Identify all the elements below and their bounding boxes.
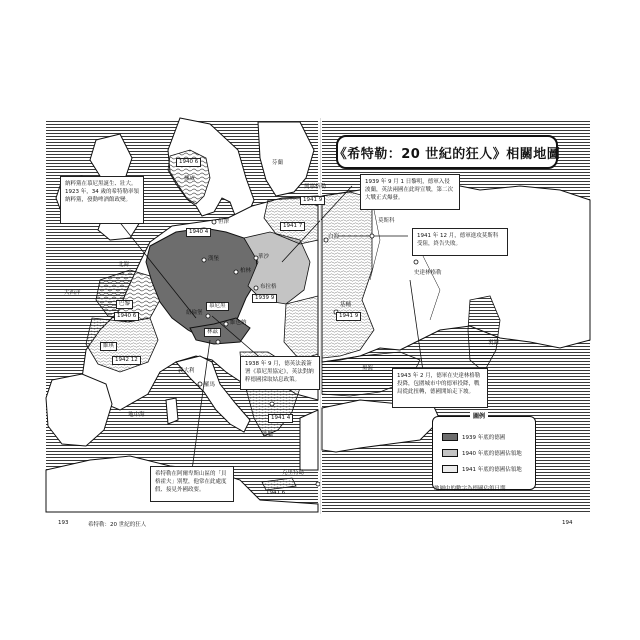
note-poland-invasion: 1939 年 9 月 1 日黎明，德軍入侵波蘭，英法兩國在此時宣戰，第二次大戰正式爆發。: [360, 174, 460, 210]
legend-title: 圖例: [470, 411, 488, 420]
label-mediterranean: 地中海: [128, 412, 145, 418]
left-page-number: 193: [58, 520, 69, 526]
note-stalingrad: 1943 年 2 月，德軍在史達林格勒投降，包圍城市中的德軍投降，戰局從此扭轉，德國開始走下坡。: [392, 368, 488, 408]
legend-swatch: [442, 465, 458, 473]
label-hamburg: 漢堡: [208, 256, 220, 262]
label-norway: 挪威: [184, 176, 196, 182]
label-caspian: 裏海: [488, 340, 500, 346]
label-leningrad: 列寧格勒: [304, 184, 327, 190]
label-rome: 羅馬: [204, 382, 216, 388]
date-crete: 1941 6: [266, 490, 286, 496]
map-title: 《希特勒：20 世紀的狂人》相關地圖: [336, 135, 558, 169]
label-stalingrad: 史達林格勒: [414, 270, 442, 276]
left-running-head: 希特勒：20 世紀的狂人: [88, 522, 147, 528]
label-moscow: 莫斯科: [378, 218, 395, 224]
label-black-sea: 黑海: [362, 366, 374, 372]
label-kiev: 基輔: [340, 302, 352, 308]
label-north-sea: 北海: [118, 262, 130, 268]
label-prague: 布拉格: [260, 284, 277, 290]
label-vienna: 維也納: [230, 320, 247, 326]
label-crete: 克里特島: [282, 470, 305, 476]
label-paris: 巴黎: [116, 300, 133, 309]
legend-item: [442, 432, 505, 441]
date-yugoslavia: 1941 4: [268, 414, 293, 423]
label-atlantic: 大西洋: [64, 290, 81, 296]
label-vichy: 維琪: [100, 342, 117, 351]
label-finland: 芬蘭: [272, 160, 284, 166]
label-white-sea: 白海: [328, 234, 340, 240]
label-warsaw: 華沙: [258, 254, 270, 260]
date-vichy: 1942 12: [112, 356, 141, 365]
label-italy: 義大利: [178, 368, 195, 374]
date-ukraine: 1941 9: [336, 312, 361, 321]
note-munich-agreement: 1938 年 9 月，德英法義簽署《慕尼黑協定》，英法對納粹德國採取姑息政策。: [240, 356, 320, 390]
legend-label: 1941 年底的德國佔領地: [462, 466, 522, 473]
note-nazi-birth: 納粹黨在慕尼黑誕生、壯大。1923 年，34 歲的希特勒率領納粹黨，發動啤酒館政變。: [60, 176, 144, 224]
date-poland: 1939 9: [252, 294, 277, 303]
land-russia-occupied: [322, 192, 374, 358]
legend-item: [442, 448, 522, 457]
label-linz: 林茲: [204, 328, 221, 337]
label-munich: 慕尼黑: [206, 302, 229, 311]
date-denmark: 1940 4: [186, 228, 211, 237]
date-norway: 1940 6: [176, 158, 201, 167]
date-baltic: 1941 9: [300, 196, 325, 205]
land-anatolia: [300, 410, 318, 470]
legend-label: 1940 年底的德國佔領地: [462, 450, 522, 457]
note-moscow: 1941 年 12 月，德軍進攻莫斯科受阻，終告失敗。: [412, 228, 508, 256]
page-gutter: [320, 118, 321, 514]
legend-label: 1939 年底的德國: [462, 434, 506, 441]
label-berlin: 柏林: [240, 268, 252, 274]
date-paris: 1940 6: [114, 312, 139, 321]
legend-swatch: [442, 449, 458, 457]
note-berghof: 希特勒在阿爾卑斯山區的「貝格霍夫」別墅，他常在此處度假、接見外國政要。: [150, 466, 234, 502]
date-lithuania: 1941 7: [280, 222, 305, 231]
label-danzig: 但澤: [218, 219, 230, 225]
legend-footer: 地圖中的數字為德國佔領日期: [434, 486, 506, 492]
land-sardinia: [166, 398, 178, 424]
map-legend: [432, 408, 572, 492]
legend-item: [442, 464, 522, 473]
label-greece: 希臘: [262, 432, 274, 438]
legend-swatch: [442, 433, 458, 441]
label-nuremberg: 紐倫堡: [186, 310, 203, 316]
right-page-number: 194: [562, 520, 573, 526]
